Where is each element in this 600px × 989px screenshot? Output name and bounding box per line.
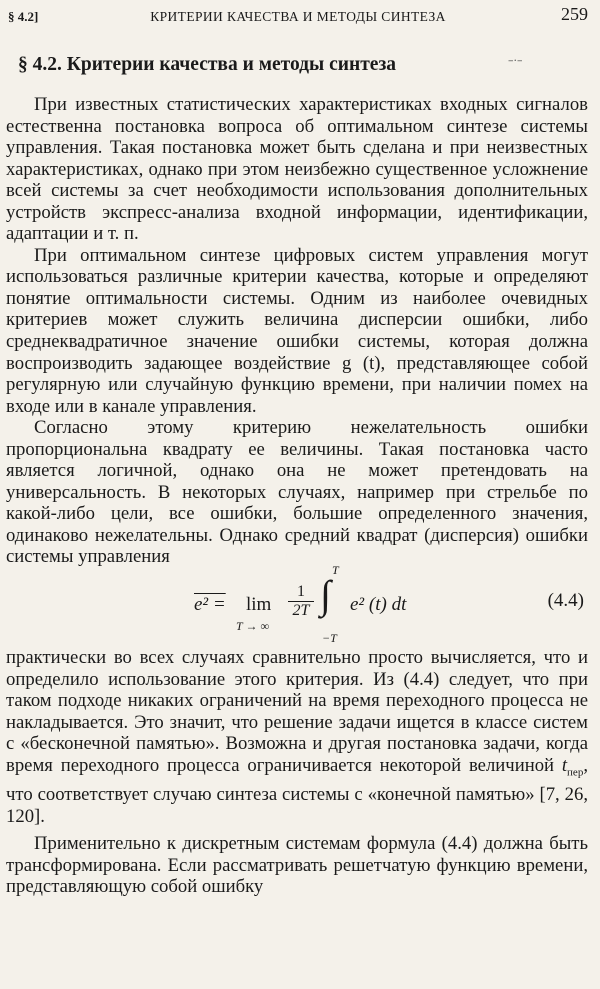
fraction-numerator: 1: [288, 583, 314, 602]
integral-sign: ∫: [320, 572, 331, 618]
equation-number: (4.4): [547, 590, 584, 612]
page-number: 259: [561, 4, 588, 24]
t-variable: t: [561, 754, 568, 776]
integral-upper-limit: T: [332, 563, 339, 578]
t-subscript: пер: [567, 766, 584, 779]
running-header: [8, 3, 588, 25]
formula-lhs: e² =: [194, 594, 226, 616]
paragraph-last: Применительно к дискретным системам формула (4.4) должна быть трансформирована. Если рассматривать решетчатую функцию времени, представляющую собой ошибку: [6, 833, 588, 898]
formula-integrand: e² (t) dt: [350, 594, 407, 616]
section-heading: § 4.2. Критерии качества и методы синтеза: [18, 54, 397, 75]
formula-fraction: [288, 583, 314, 620]
header-section: § 4.2]: [8, 9, 39, 24]
paragraph-2: При оптимальном синтезе цифровых систем управления могут использоваться различные критерии качества, которые и определяют понятие оптимальности системы. Одним из наиболее очевидных критериев может служить величина дисперсии ошибки, либо среднеквадратичное значение ошибки системы, которая должна воспроизводить задающее воздействие g (t), представляющее собой регулярную или случайную функцию времени, при наличии помех на входе или в канале управления.: [6, 244, 588, 417]
paragraph-1: При известных статистических характеристиках входных сигналов естественна постановка вопроса об оптимальном синтезе системы управления. Такая постановка может быть сделана и при неизвестных характеристиках, однако при этом неизбежно существенное усложнение всей системы за счет необходимости использования дополнительных устройств экспресс-анализа входной информации, идентификации, адаптации и т. п.: [6, 94, 588, 245]
formula-lim: lim: [246, 594, 272, 616]
after-formula-text-1: практически во всех случаях сравнительно просто вычисляется, что и определило использование этого критерия. Из (4.4) следует, что при таком подходе никаких ограничений на время переходного процесса не накладывается. Это значит, что решение задачи ищется в классе систем с «бесконечной памятью». Возможна и другая постановка задачи, когда время переходного процесса ограничивается некоторой величиной: [6, 647, 588, 776]
integral-lower-limit: −T: [322, 631, 337, 646]
after-formula-text-2: , что соответствует случаю синтеза системы с «конечной памятью» [7, 26, 120].: [6, 754, 588, 827]
paragraph-3: Согласно этому критерию нежелательность ошибки пропорциональна квадрату ее величины. Такая постановка часто является логичной, однако она не может претендовать на универсальность. В некоторых случаях, например при стрельбе по какой-либо цели, все ошибки, большие определенного значения, одинаково нежелательны. Однако средний квадрат (дисперсия) ошибки системы управления: [6, 417, 588, 568]
equation-4-4: [6, 563, 588, 647]
paragraph-after-formula: [6, 647, 588, 827]
stray-mark: –·–: [508, 54, 523, 67]
header-running-title: КРИТЕРИИ КАЧЕСТВА И МЕТОДЫ СИНТЕЗА: [150, 9, 446, 24]
fraction-denominator: 2T: [292, 602, 310, 620]
body-text: [6, 94, 588, 898]
formula-lim-subscript: T → ∞: [236, 619, 270, 634]
